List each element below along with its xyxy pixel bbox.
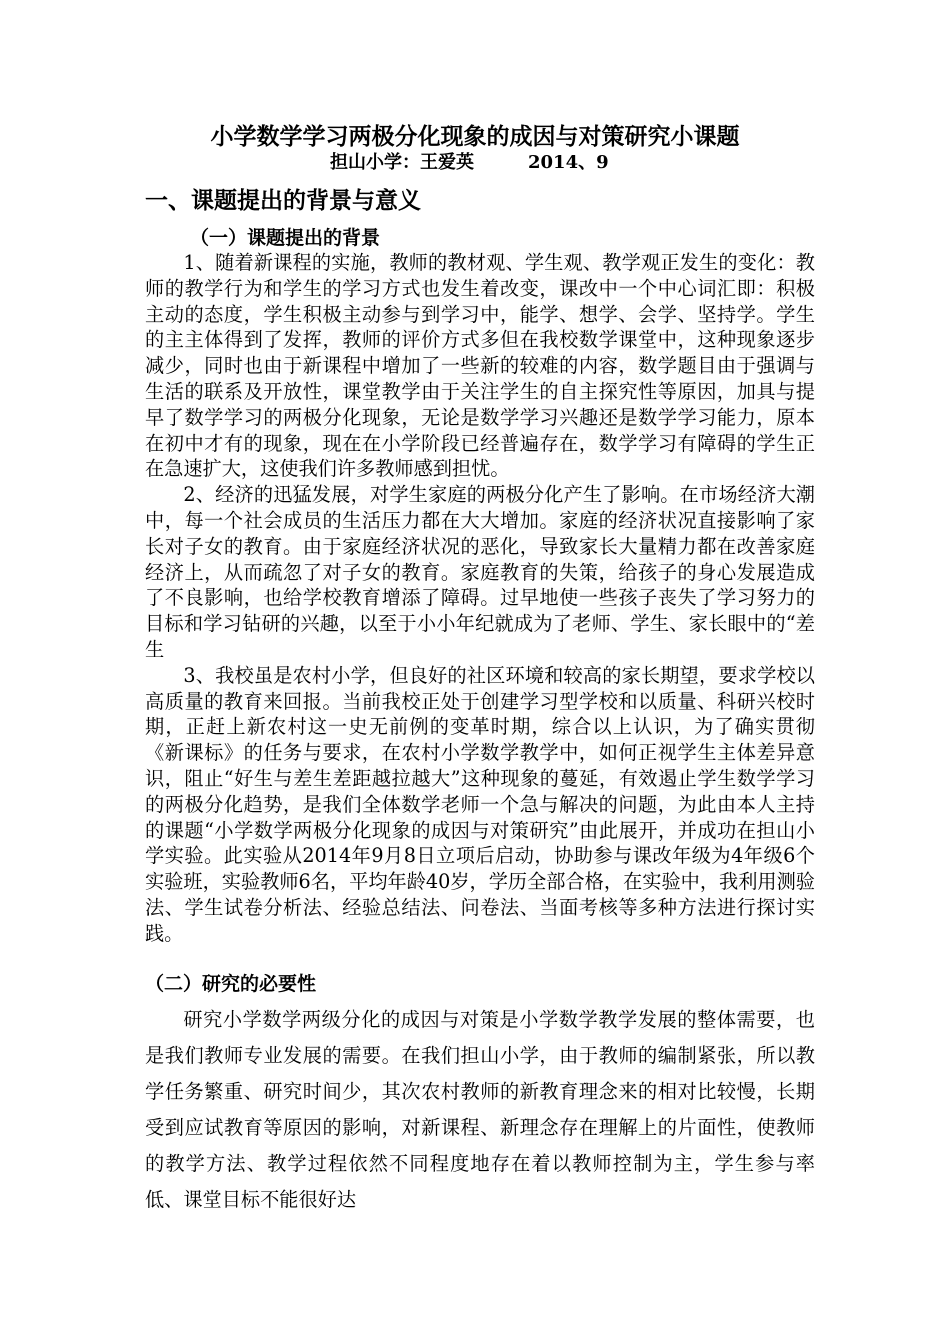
document-title: 小学数学学习两极分化现象的成因与对策研究小课题 bbox=[210, 123, 740, 150]
necessity-text bbox=[145, 1002, 815, 1218]
background-text bbox=[145, 250, 815, 947]
paragraph: 1、随着新课程的实施，教师的教材观、学生观、教学观正发生的变化：教师的教学行为和学生的学习方式也发生着改变，课改中一个中心词汇即：积极主动的态度，学生积极主动参与到学习中，能学、想学、会学、坚持学。学生的主主体得到了发挥，教师的评价方式多但在我校数学课堂中，这种现象逐步减少，同时也由于新课程中增加了一些新的较难的内容，数学题目由于强调与生活的联系及开放性，课堂教学由于关注学生的自主探究性等原因，加具与提早了数学学习的两极分化现象，无论是数学学习兴趣还是数学学习能力，原本在初中才有的现象，现在在小学阶段已经普遍存在，数学学习有障碍的学生正在急速扩大，这使我们许多教师感到担忧。 bbox=[145, 251, 815, 481]
section-heading: 一、课题提出的背景与意义 bbox=[145, 187, 421, 214]
paragraph: 研究小学数学两级分化的成因与对策是小学数学教学发展的整体需要，也是我们教师专业发展的需要。在我们担山小学，由于教师的编制紧张，所以教学任务繁重、研究时间少，其次农村教师的新教育理念来的相对比较慢，长期受到应试教育等原因的影响，对新课程、新理念存在理解上的片面性，使教师的教学方法、教学过程依然不同程度地存在着以教师控制为主，学生参与率低、课堂目标不能很好达 bbox=[145, 1008, 815, 1211]
paragraph: 3、我校虽是农村小学，但良好的社区环境和较高的家长期望，要求学校以高质量的教育来回报。当前我校正处于创建学习型学校和以质量、科研兴校时期，正赶上新农村这一史无前例的变革时期，综合以上认识，为了确实贯彻《新课标》的任务与要求，在农村小学数学教学中，如何正视学生主体差异意识，阻止“好生与差生差距越拉越大”这种现象的蔓延，有效遏止学生数学学习的两极分化趋势，是我们全体数学老师一个急与解决的问题，为此由本人主持的课题“小学数学两极分化现象的成因与对策研究”由此展开，并成功在担山小学实验。此实验从2014年9月8日立项后启动，协助参与课改年级为4年级6个实验班，实验教师6名，平均年龄40岁，学历全部合格，在实验中，我利用测验法、学生试卷分析法、经验总结法、问卷法、当面考核等多种方法进行探讨实践。 bbox=[145, 663, 815, 945]
byline bbox=[330, 150, 609, 176]
author: 担山小学：王爱英 bbox=[330, 152, 474, 173]
date: 2014、9 bbox=[528, 152, 609, 173]
paragraph: 2、经济的迅猛发展，对学生家庭的两极分化产生了影响。在市场经济大潮中，每一个社会成员的生活压力都在大大增加。家庭的经济状况直接影响了家长对子女的教育。由于家庭经济状况的恶化，导致家长大量精力都在改善家庭经济上，从而疏忽了对子女的教育。家庭教育的失策，给孩子的身心发展造成了不良影响，也给学校教育增添了障碍。过早地使一些孩子丧失了学习努力的目标和学习钻研的兴趣，以至于小小年纪就成为了老师、学生、家长眼中的“差生 bbox=[145, 483, 815, 661]
subsection-heading-background: （一）课题提出的背景 bbox=[190, 227, 381, 249]
subsection-heading-necessity: （二）研究的必要性 bbox=[145, 973, 317, 995]
